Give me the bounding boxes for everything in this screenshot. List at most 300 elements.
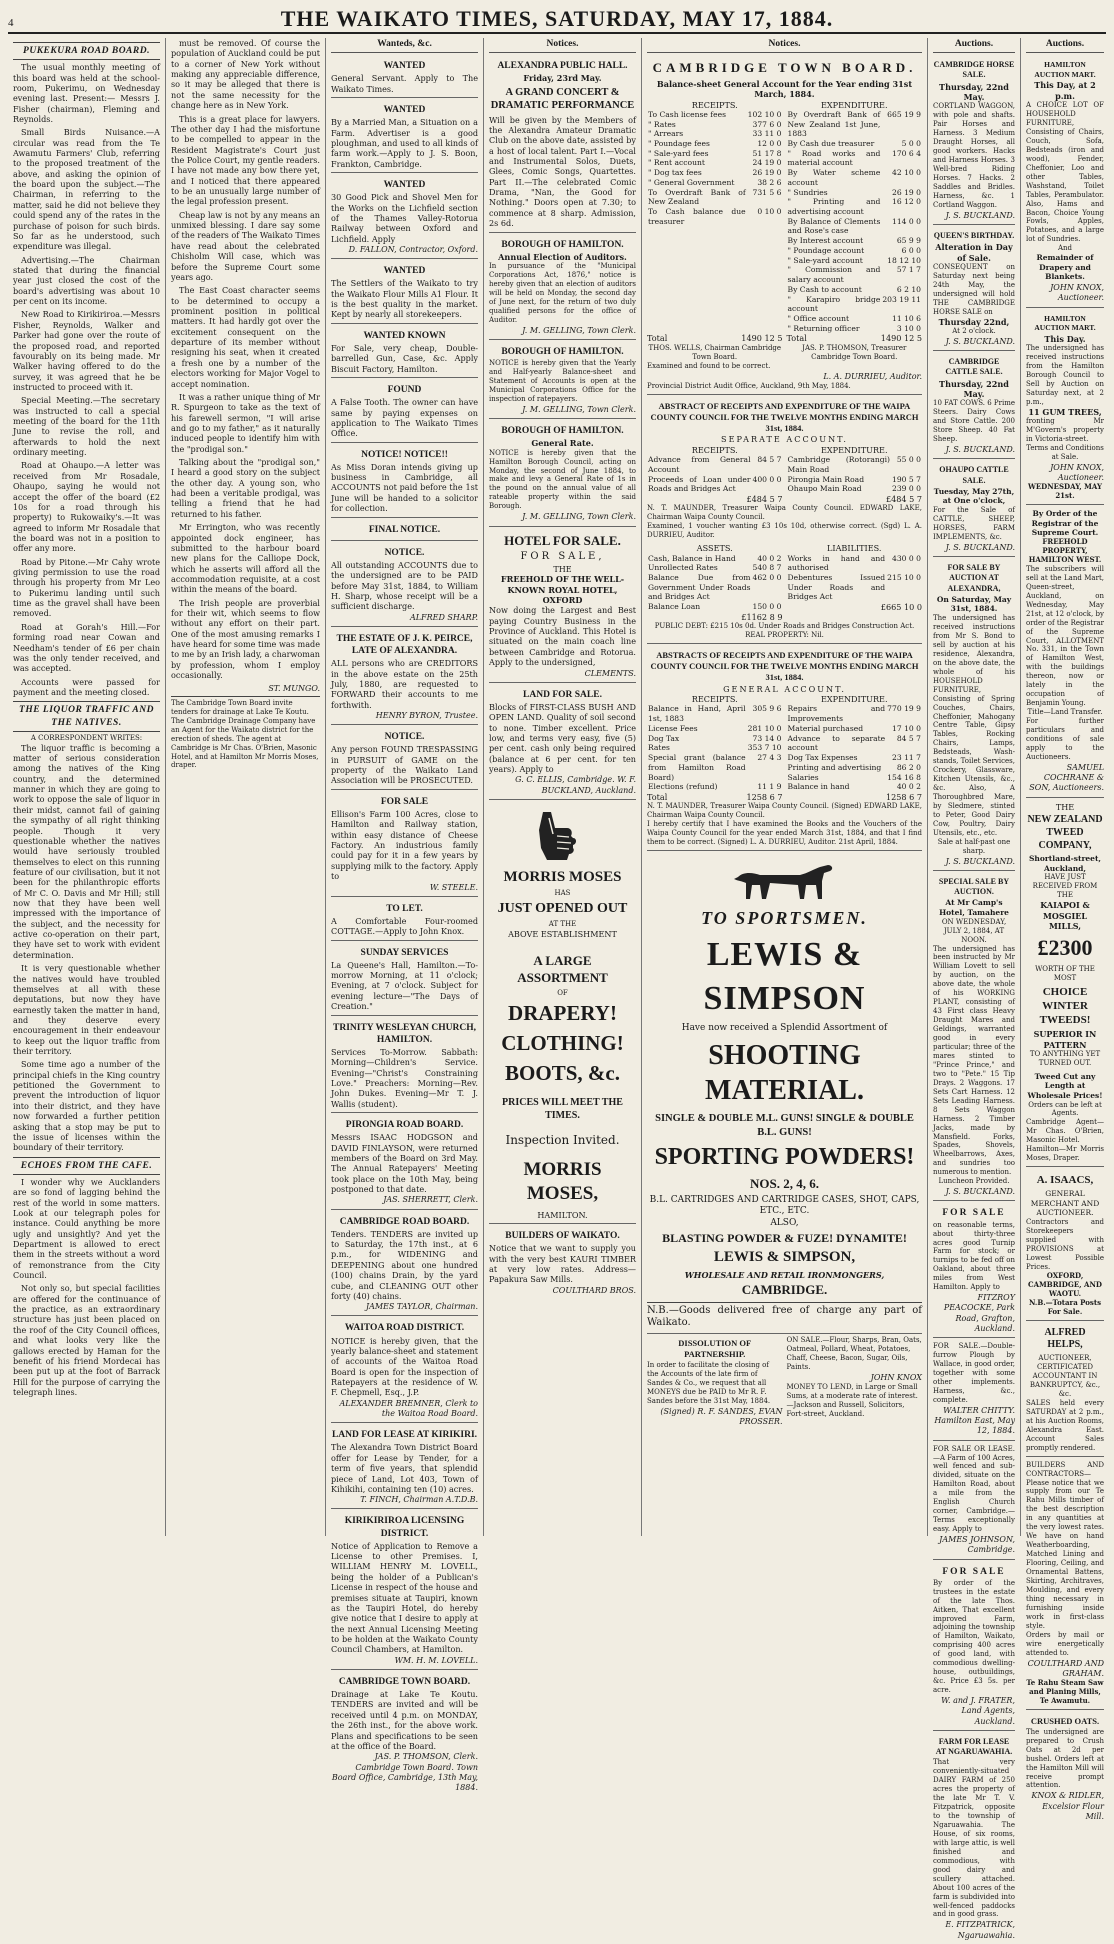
account-amount: 215 10 0 — [887, 572, 921, 582]
assets-label: ASSETS. — [696, 543, 733, 554]
account-amount: 40 0 2 — [896, 782, 921, 792]
paragraph: This is a great place for lawyers. The other day I had the misfortune to be compelled to appear in the Resident Magistrate's Court just the Police Court, my gentle readers. I have not made any bow there yet, and I noticed that there appeared to be an unusually large number of the legal profession present. — [171, 113, 320, 207]
rate-sign: J. M. GELLING, Town Clerk. — [522, 512, 636, 522]
account-amount: 462 0 0 — [752, 572, 782, 582]
ls-nos: NOS. 2, 4, 6. — [750, 1175, 819, 1191]
mm-clothing: CLOTHING! — [501, 1031, 624, 1056]
account-amount: 24 19 0 — [752, 158, 782, 168]
mm-prices: PRICES WILL MEET THE TIMES. — [502, 1097, 623, 1121]
isaacs-role: GENERAL MERCHANT AND AUCTIONEER. — [1030, 1189, 1100, 1218]
notices-heading-2: Notices. — [647, 38, 922, 53]
cattle-text: 10 FAT COWS. 6 Prime Steers. Dairy Cows and Store Cattle. 200 Store Sheep. 40 Fat Sheep. — [933, 399, 1015, 444]
classified-ad — [331, 326, 478, 378]
cam-date: Thursday, 22nd May. — [939, 81, 1009, 102]
mart-text: A CHOICE LOT OF HOUSEHOLD FURNITURE, Consisting of Chairs, Couch, Sofa, Bedsteads (iron and wood), Fender, Cheffonier, Loo and other Tables, Washstand, Toilet Tables, Perambulator. Also, Hams and Bacon, Choice Young Fowls, Apples, Potatoes, and a large lot of Sundries. — [1026, 101, 1104, 244]
helps-name: ALFRED HELPS, — [1044, 1326, 1086, 1351]
classified-ad — [331, 792, 478, 897]
account-row — [647, 110, 783, 120]
receipts-table — [647, 455, 783, 494]
cattle-date: Thursday, 22nd May. — [939, 378, 1009, 400]
account-row — [647, 782, 783, 792]
account-amount: 40 0 2 — [757, 553, 782, 563]
paragraph: The usual monthly meeting of this board was held at the school-room, Pukerimu, on Wednesday evening last. Present:— Messrs J. Fisher (chairman), Fleming and Reynolds. — [13, 62, 160, 124]
auctions-heading-2: Auctions. — [1026, 38, 1104, 53]
builders-sign: COULTHARD AND GRAHAM. — [1027, 1658, 1104, 1678]
tam-title: SPECIAL SALE BY AUCTION. — [938, 876, 1010, 897]
masthead — [8, 6, 1106, 34]
classified-ad — [331, 56, 478, 98]
hotel-title: HOTEL FOR SALE. — [504, 532, 621, 548]
mm-boots: BOOTS, &c. — [505, 1061, 620, 1086]
ad-signature: JAMES TAYLOR, Chairman. — [365, 1302, 478, 1312]
ad-signature: JAS. P. THOMSON, Clerk. Cambridge Town Board. Town Board Office, Cambridge, 13th May, 1884. — [331, 1752, 478, 1792]
ctb-title: CAMBRIDGE TOWN BOARD. — [652, 60, 917, 76]
ad-title: SUNDAY SERVICES — [360, 947, 449, 958]
mart-remainder: Remainder of Drapery and Blankets. — [1036, 253, 1094, 282]
account-row — [647, 168, 783, 178]
paragraph: I wonder why we Aucklanders are so fond of lagging behind the rest of the world in some matters. Look at our telegraph poles for instance. Could anything be more ugly and unsightly? And yet the Department is allowed to erect them in the streets without a word of remonstrance from the City Council. — [13, 1176, 160, 1281]
account-amount: 51 17 8 — [752, 148, 782, 158]
builders-title: BUILDERS OF WAIKATO. — [505, 1231, 620, 1242]
mart-and: And — [1057, 244, 1073, 253]
paragraph: It was a rather unique thing of Mr R. Spurgeon to take as the text of his farewell sermon, "I will arise and go to my father," as it naturally induced people to identify him with the "prodigal son." — [171, 391, 320, 454]
pointing-hand-icon — [533, 808, 593, 864]
ctb-office: Provincial District Audit Office, Auckland, 9th May, 1884. — [647, 381, 851, 390]
account-item: By Cash due treasurer — [787, 139, 875, 149]
morris-moses-ad — [489, 802, 636, 1224]
account-item: Advance from General Account — [648, 455, 751, 474]
ad-text: Any person FOUND TRESPASSING in PURSUIT of GAME on the property of the Waikato Land Association will be PROSECUTED. — [331, 744, 478, 786]
tam-text: The undersigned has been instructed by Mr William Lovett to sell by auction, on the above date, the whole of his WORKING PLANT, consisting of 43 First class Heavy Draught Mares and Geldings, warranted good in every particular; three of the mares stinted to "Prince Prince," and two to "Pete." 15 Tip Drays. 2 Waggons. 17 Sets Cart Harness. 12 Sets Leading Harness. 8 Sets Waggon Harness. 2 Timber Jacks, made by Mansfield. Forks, Spades, Shovels, Wheelbarrows, Axes, and sundries too numerous to mention. — [933, 944, 1015, 1177]
account-item: Balance Due from Government Under Roads and Bridges Act — [648, 572, 751, 602]
hotel-the: THE — [553, 563, 572, 574]
total-label: Total — [786, 333, 807, 344]
classified-ad — [331, 445, 478, 518]
fs2-text: FOR SALE.—Double-furrow Plough by Wallace, in good order, together with some other implements. Harness, &c., complete. — [933, 1342, 1015, 1404]
account-amount: 11 10 6 — [892, 313, 921, 323]
alter-sign: J. S. BUCKLAND. — [945, 337, 1015, 346]
waipa-general-account — [647, 646, 922, 851]
account-amount: 57 1 7 — [896, 265, 921, 275]
ad-text: The Settlers of the Waikato to try the Waikato Flour Mills A1 Flour. It is the best quality in the market. Kept by nearly all storekeepers. — [331, 278, 478, 320]
fs2-sign: WALTER CHITTY. Hamilton East, May 12, 1884. — [934, 1405, 1015, 1436]
account-amount: 170 6 4 — [892, 148, 921, 158]
expenditure-table — [787, 455, 923, 494]
liabilities-total: £665 10 0 — [880, 602, 922, 613]
account-item: Advance to separate account — [787, 733, 886, 753]
account-amount: 73 14 0 — [752, 733, 782, 743]
account-item: Elections (refund) — [648, 782, 718, 792]
account-amount: 38 2 6 — [757, 177, 782, 187]
ad-title: WANTED KNOWN — [363, 330, 446, 341]
paragraph: New Road to Kirikiriroa.—Messrs Fisher, Reynolds, Walker and Parker had gone over the route of the proposed road, and reported favourably on its being made. Mr Walker having offered to do the survey, it was agreed that he be instructed to proceed with it. — [13, 309, 160, 392]
alter-head: Alteration in Day of Sale. — [935, 242, 1013, 263]
paragraph: Special Meeting.—The secretary was instructed to call a special meeting of the board for the 11th June to revise the roll, and afterwards to hold the next ordinary meeting. — [13, 395, 160, 458]
echoes-article — [13, 1177, 160, 1398]
masthead-title: THE WAIKATO TIMES, SATURDAY, MAY 17, 1884. — [280, 6, 834, 31]
mm-name: MORRIS MOSES — [503, 868, 622, 885]
nz-addr: Shortland-street, Auckland, — [1028, 854, 1102, 873]
lease-text: FOR SALE OR LEASE.—A Farm of 100 Acres, well fenced and sub-divided, situate on the Hamilton Road, about a mile from the English Church corner, Cambridge.—Terms exceptionally easy. Apply to — [933, 1444, 1015, 1534]
ad-text: A False Tooth. The owner can have same by paying expenses on application to The Waikato Times Office. — [331, 397, 478, 439]
nz-tweed: Tweed Cut any Length at Wholesale Prices! — [1027, 1071, 1103, 1100]
classified-ad — [331, 1511, 478, 1670]
builders-ad — [489, 1226, 636, 1299]
ad-title: NOTICE! NOTICE!! — [361, 449, 448, 460]
paragraph: must be removed. Of course the population of Auckland could be put to a corner of New York without making any appreciable difference, so it may be alleged that there is not the same necessity for the change here as in New York. — [171, 38, 320, 111]
ls-name2: LEWIS & SIMPSON, — [713, 1249, 856, 1266]
ad-title: CAMBRIDGE ROAD BOARD. — [339, 1216, 470, 1227]
ad-title: WANTED — [383, 105, 426, 116]
footnote: The Cambridge Town Board invite tenders for drainage at Lake Te Koutu. The Cambridge Drainage Company have an Agent for the Waikato district for the erection of sheds. The agent at Cambridge is Mr Chas. O'Brien, Masonic Hotel, and at Hamilton Mr Morris Moses, draper. — [171, 698, 319, 770]
account-item: Dog Tax — [648, 733, 680, 743]
ctb-auditor: L. A. DURRIEU, Auditor. — [823, 371, 922, 381]
account-item: Special grant (balance from Hamilton Road Board) — [648, 753, 746, 782]
audit-notice — [489, 235, 636, 340]
mart2-date-line: WEDNESDAY, MAY 21st. — [1027, 482, 1102, 501]
account-row — [647, 129, 783, 139]
account-row — [647, 554, 783, 564]
isaacs-town: OXFORD, CAMBRIDGE, AND WAOTU. — [1028, 1270, 1102, 1298]
for-sale-3 — [933, 1562, 1015, 1731]
cambridge-horse-sale — [933, 56, 1015, 225]
account-amount: 65 9 9 — [896, 236, 921, 246]
ohaupo-title: OHAUPO CATTLE SALE. — [939, 465, 1009, 485]
mart-title: HAMILTON AUCTION MART. — [1034, 60, 1096, 79]
ad-title: CAMBRIDGE TOWN BOARD. — [338, 1676, 471, 1687]
account-row — [787, 763, 923, 773]
waipa2-title: ABSTRACTS OF RECEIPTS AND EXPENDITURE OF THE WAIPA COUNTY COUNCIL FOR THE TWELVE MONTHS ENDING MARCH 31st, 1884. — [650, 650, 919, 682]
crushed-sign: KNOX & RIDLER, Excelsior Flour Mill. — [1031, 1791, 1104, 1821]
ad-text: By a Married Man, a Situation on a Farm. Advertiser is a good ploughman, and used to all kinds of farm work.—Apply to J. S. Boon, Frankton, Cambridge. — [331, 117, 478, 169]
pukekura-heading: PUKEKURA ROAD BOARD. — [13, 42, 160, 60]
account-row — [787, 484, 923, 494]
vals-text: NOTICE is hereby given that the Yearly and Half-yearly Balance-sheet and Statement of Accounts is open at the Municipal Corporations Office for the inspection of ratepayers. — [489, 359, 636, 403]
pukekura-article — [13, 62, 160, 697]
ad-title: NOTICE. — [384, 732, 425, 743]
onsale-text: ON SALE.—Flour, Sharps, Bran, Oats, Oatmeal, Pollard, Wheat, Potatoes, Chaff, Cheese, Bacon, Sugar, Oils, Paints. — [786, 1336, 922, 1372]
account-item: To Cash license fees — [648, 109, 726, 119]
account-row — [787, 285, 923, 295]
account-item: " Commission and salary account — [787, 265, 881, 285]
ad-title: WAITOA ROAD DISTRICT. — [344, 1323, 465, 1334]
ad-text: 30 Good Pick and Shovel Men for the Works on the Lichfield section of the Thames Valley-Rotorua Railway between Oxford and Lichfield. Apply — [331, 192, 478, 244]
alex-title: FOR SALE BY AUCTION AT ALEXANDRA, — [947, 563, 1001, 593]
gen-account: GENERAL ACCOUNT. — [723, 683, 846, 694]
isaacs-name: A. ISAACS, — [1036, 1174, 1094, 1187]
hotel-text: Now doing the Largest and Best paying Country Business in the Province of Auckland. This Hotel is situated on the main coach line between Cambridge and Rotorua. Apply to the undersigned, — [489, 605, 636, 668]
account-row — [787, 324, 923, 334]
account-row — [787, 753, 923, 763]
cam-title: CAMBRIDGE HORSE SALE. — [933, 60, 1015, 80]
ad-title: TO LET. — [386, 903, 423, 914]
ad-signature: ALEXANDER BREMNER, Clerk to the Waitoa Road Board. — [339, 1398, 478, 1419]
account-item: " Karapiro bridge account — [787, 294, 881, 314]
mart2-terms: Terms and Conditions at Sale. — [1026, 443, 1104, 461]
hamilton-mart-1 — [1026, 56, 1104, 307]
classified-ad — [331, 261, 478, 324]
account-row — [787, 704, 923, 723]
hall-text: Will be given by the Members of the Alexandra Amateur Dramatic Club on the above date, assisted by a host of local talent. Part I.—Vocal and Instrumental Solos, Duets, Glees, Comic Songs, Quartettes. Part II.—The celebrated Comic Drama, "Nan, the Good for Nothing." Doors open at 7.30; to commence at 8 sharp. Admission, 2s 6d. — [489, 114, 636, 229]
land-sign: G. C. ELLIS, Cambridge. W. F. BUCKLAND, Auckland. — [515, 775, 636, 795]
account-row — [787, 188, 923, 198]
echoes-heading: ECHOES FROM THE CAFE. — [13, 1157, 160, 1175]
alex-sign: J. S. BUCKLAND. — [945, 856, 1015, 866]
classified-ad — [331, 1115, 478, 1210]
ls-blast: BLASTING POWDER & FUZE! DYNAMITE! — [662, 1231, 907, 1246]
fs1-title: FOR SALE — [942, 1208, 1006, 1219]
receipts-label: RECEIPTS. — [691, 694, 738, 705]
account-row — [787, 724, 923, 734]
total-label: Total — [647, 333, 668, 344]
builders-text: Notice that we want to supply you with the very best KAURI TIMBER at very low rates. Address—Papakura Saw Mills. — [489, 1243, 636, 1285]
registrar-sale — [1026, 507, 1104, 797]
alter-time: At 2 o'clock. — [952, 327, 996, 336]
account-item: To Cash balance due treasurer — [648, 207, 746, 226]
ad-title: LAND FOR LEASE AT KIRIKIRI. — [331, 1430, 478, 1441]
account-item: By Water scheme account — [787, 168, 881, 187]
ls-material: SHOOTING MATERIAL. — [705, 1039, 864, 1107]
ad-title: PIRONGIA ROAD BOARD. — [345, 1120, 464, 1131]
paragraph: Advertising.—The Chairman stated that during the financial year just closed the cost of the board's advertising was about 10 per cent on its income. — [13, 254, 160, 307]
account-item: " Printing and advertising account — [787, 197, 881, 217]
diss-title: DISSOLUTION OF PARTNERSHIP. — [678, 1338, 752, 1360]
nz-superior: SUPERIOR IN PATTERN — [1033, 1029, 1097, 1050]
account-item: Salaries — [787, 772, 819, 782]
isaacs-text: Contractors and Storekeepers supplied with PROVISIONS at Lowest Possible Prices. — [1026, 1218, 1104, 1271]
builders-mill: Te Rahu Steam Saw and Planing Mills, Te Awamutu. — [1026, 1678, 1104, 1705]
paragraph: Road at Gorah's Hill.—For forming road near Cowan and Needham's tender of £6 per chain was the only tender received, and was accepted. — [13, 621, 160, 674]
builders-orders: Orders by mail or wire energetically attended to. — [1026, 1630, 1104, 1657]
ad-signature: ALFRED SHARP. — [409, 612, 478, 622]
account-row — [787, 149, 923, 168]
ctb-sign-right: JAS. P. THOMSON, Treasurer Cambridge Town Board. — [802, 343, 907, 361]
tam-lunch: Luncheon Provided. — [938, 1177, 1010, 1186]
tamahere-auction — [933, 873, 1015, 1201]
account-amount: 150 0 0 — [752, 602, 782, 612]
account-amount: 665 19 9 — [887, 109, 921, 119]
ad-signature: D. FALLON, Contractor, Oxford. — [348, 244, 478, 254]
column-1 — [8, 38, 166, 1536]
total-value: 1490 12 5 — [741, 333, 783, 344]
lease-sign: JAMES JOHNSON, Cambridge. — [939, 1535, 1015, 1555]
crushed-text: The undersigned are prepared to Crush Oats at 2d per bushel. Orders left at the Hamilton Mill will receive prompt attention. — [1026, 1727, 1104, 1790]
account-amount: 84 5 7 — [896, 733, 921, 743]
mart2-gum: 11 GUM TREES, — [1028, 406, 1102, 417]
ad-title: WANTED — [383, 179, 426, 190]
paragraph: Mr Errington, who was recently appointed dock engineer, has submitted to the harbour board new plans for the Calliope Dock, which he asserts will afford all the accommodation requisite, at a cost within the means of the board. — [171, 522, 320, 595]
audit-text: In pursuance of the "Municipal Corporations Act, 1876," notice is hereby given that an election of auditors will be held on Monday, the second day of June next, for the return of two duly qualified persons for the office of Auditor. — [489, 262, 636, 324]
helps-role: AUCTIONEER, — [1038, 1354, 1092, 1363]
ad-text: Messrs ISAAC HODGSON and DAVID FINLAYSON, were returned members of the Board on 3rd May. The Annual Ratepayers' Meeting took place on the 10th May, being postponed to that date. — [331, 1132, 478, 1194]
ad-signature: JAS. SHERRETT, Clerk. — [383, 1195, 478, 1205]
account-item: Proceeds of Loan under Roads and Bridges Act — [648, 474, 751, 494]
land-sale — [489, 685, 636, 800]
assets-table — [647, 554, 783, 612]
reg-more: For further particulars and conditions of sale apply to the Auctioneers. — [1026, 717, 1104, 761]
column-8 — [1021, 38, 1109, 1821]
paragraph: Road by Pitone.—Mr Cahy wrote giving permission to use the road through his property from Mr Leo to Pukerimu landing until such time as the gravel shall have been removed. — [13, 556, 160, 619]
expenditure-label: EXPENDITURE. — [820, 99, 888, 110]
column-2 — [166, 38, 326, 1536]
account-item: Unrollected Rates — [648, 563, 718, 573]
hall-notice — [489, 56, 636, 232]
cattle-title: CAMBRIDGE CATTLE SALE. — [945, 357, 1003, 377]
paragraph: Cheap law is not by any means an unmixed blessing. I dare say some of the readers of The Waikato Times have read about the celebrated Chisholm Will case, which was before the Supreme Court some years ago. — [171, 209, 320, 282]
mart2-gum2: fronting Mr M'Govern's property in Victoria-street. — [1026, 417, 1104, 443]
account-row — [787, 455, 923, 474]
valuation-notice — [489, 342, 636, 419]
ad-title: WANTED — [383, 266, 426, 277]
classified-ad — [331, 520, 478, 541]
te-rahu-mills-ad — [1026, 1459, 1104, 1710]
waipa1-sign: N. T. MAUNDER, Treasurer Waipa County Council. EDWARD LAKE, Chairman Waipa County Council. — [647, 504, 922, 522]
rate-title: BOROUGH OF HAMILTON. — [501, 426, 624, 437]
account-item: Ohaupo Main Road — [787, 484, 862, 494]
account-amount: 16 12 0 — [892, 197, 921, 207]
sep-account: SEPARATE ACCOUNT. — [721, 434, 848, 445]
article-signature: ST. MUNGO. — [268, 683, 320, 693]
account-amount: 114 0 0 — [892, 216, 921, 226]
account-item: By Overdraft Bank of New Zealand 1st June, 1883 — [787, 109, 881, 139]
cattle-sign: J. S. BUCKLAND. — [945, 445, 1015, 455]
reg-title2: Title—Land Transfer. — [1027, 708, 1103, 717]
waipa1-exam: Examined, 1 voucher wanting £3 10s 10d, otherwise correct. (Sgd) L. A. DURRIEU, Auditor. — [647, 522, 922, 540]
ohaupo-text: For the Sale of CATTLE, SHEEP, HORSES, FARM IMPLEMENTS, &c. — [933, 506, 1015, 541]
diss-text: In order to facilitate the closing of the Accounts of the late firm of Sandes & Co., we request that all MONEYS due be PAID to Mr R. F. Sandes before the 31st May, 1884. — [647, 1360, 771, 1405]
account-row — [647, 724, 783, 734]
hamilton-mart-2 — [1026, 310, 1104, 506]
account-row — [787, 554, 923, 573]
vals-title: BOROUGH OF HAMILTON. — [501, 346, 624, 357]
cam-sign: J. S. BUCKLAND. — [945, 210, 1015, 220]
nz-agent2: Hamilton—Mr Morris Moses, Draper. — [1026, 1145, 1104, 1163]
hall-event: A GRAND CONCERT & DRAMATIC PERFORMANCE — [490, 86, 635, 112]
for-sale-2 — [933, 1340, 1015, 1440]
mm-drapery: DRAPERY! — [508, 1001, 617, 1026]
account-row — [787, 168, 923, 187]
reg-sign: SAMUEL COCHRANE & SON, Auctioneers. — [1029, 762, 1104, 793]
liabilities-label: LIABILITIES. — [827, 543, 882, 554]
mart2-date: This Day. — [1044, 333, 1086, 344]
account-item: Material purchased — [787, 723, 864, 733]
account-amount: 6 0 0 — [901, 245, 921, 255]
audit-sign: J. M. GELLING, Town Clerk. — [522, 325, 636, 335]
ad-text: Notice of Application to Remove a License to other Premises. I, WILLIAM HENRY M. LOVELL, being the holder of a Publican's License in respect of the house and premises situate at Taupiri, known as the Taupiri Hotel, do hereby give notice that I desire to apply at the next Annual Licensing Meeting to be holden at the Waikato County Council Chambers, at Hamilton. — [331, 1540, 478, 1655]
classified-ad — [331, 100, 478, 173]
account-row — [787, 139, 923, 149]
ad-title: WANTED — [383, 61, 426, 72]
notices-heading: Notices. — [489, 38, 636, 53]
account-amount: 400 0 0 — [752, 474, 782, 484]
paragraph: Road at Ohaupo.—A letter was received from Mr Rosadale, Ohaupo, saying he would not accept the offer of the board (£2 10s for a road through his property) to Rukowaiky's.—It was agreed to inform Mr Rosadale that the board was not in a position to offer any more. — [13, 460, 160, 554]
account-item: " Rent account — [648, 158, 705, 168]
account-row — [647, 743, 783, 753]
account-item: " Poundage fees — [648, 139, 710, 149]
receipts-table — [647, 704, 783, 791]
pointer-dog-icon — [730, 859, 840, 903]
ad-text: A Comfortable Four-roomed COTTAGE.—Apply to John Knox. — [331, 915, 478, 937]
hall-date: Friday, 23rd May. — [523, 73, 602, 84]
account-amount: 26 19 0 — [892, 187, 921, 197]
account-row — [787, 256, 923, 266]
ad-text: Services To-Morrow. Sabbath: Morning—Children's Service. Evening—"Christ's Constraining Love." Preachers: Morning—Rev. John Dukes. Evening—Mr T. J. Wallis (student). — [331, 1046, 478, 1109]
account-amount: 281 10 0 — [747, 723, 782, 733]
nz-name: NEW ZEALAND TWEED COMPANY, — [1027, 813, 1103, 851]
account-amount: 353 7 10 — [747, 743, 782, 753]
account-amount: 55 0 0 — [896, 455, 921, 465]
echoes-continued — [171, 38, 320, 681]
ad-text: As Miss Doran intends giving up business in Cambridge, all ACCOUNTS not paid before the 1st June will be handed to a solicitor for collection. — [331, 461, 478, 514]
expenditure-table — [787, 110, 923, 334]
account-row — [647, 207, 783, 226]
mm-of: OF — [557, 988, 568, 997]
mart-sign: JOHN KNOX, Auctioneer. — [1050, 283, 1104, 303]
nz-worth: WORTH OF THE MOST — [1035, 965, 1095, 983]
receipts-table — [647, 110, 783, 227]
account-item: " General Government — [648, 177, 735, 187]
builders-text: BUILDERS AND CONTRACTORS—Please notice that we supply from our Te Rahu Mills timber of the best description in any quantities at the very lowest rates. We have on hand Weatherboarding, Matched Lining and Flooring, Ceiling, and Ornamental Battens, Skirting, Architraves, Moulding, and every thing necessary in furnishing inside work in first-class style. — [1026, 1460, 1104, 1630]
helps-cert: CERTIFICATED ACCOUNTANT IN BANKRUPTCY, &c., &c. — [1029, 1363, 1101, 1398]
column-7 — [928, 38, 1021, 1940]
account-amount: 377 6 0 — [752, 119, 782, 129]
account-item: " Sundries — [787, 187, 828, 197]
account-item: Cash, Balance in Hand — [648, 553, 736, 563]
account-amount: 540 8 7 — [752, 563, 782, 573]
hotel-sale — [489, 529, 636, 683]
account-row — [787, 246, 923, 256]
ad-signature: HENRY BYRON, Trustee. — [375, 711, 478, 720]
classified-ad — [331, 175, 478, 259]
paragraph: The liquor traffic is becoming a matter of serious consideration among the natives of the King country, and the determined manner in which they are going to work to oppose the sale of liquor in their midst, cannot fail of gaining the sympathy of all right thinking people. Though it very questionable whether the natives would have seriously troubled themselves to elect on this running feature of our civilisation, but it not been for the philanthropic efforts of Mr C. O. Davis and Mr Hill; still now that they have been well impressed with the importance of the subject, and the necessity for active co-operation on their part, they have set to work with evident determination. — [13, 742, 160, 960]
land-text: Blocks of FIRST-CLASS BUSH AND OPEN LAND. Quality of soil second to none. Timber excellent. Price low, and terms very easy, five (5) per cent. cash only being required (balance at 6 per cent. for ten years). Apply to — [489, 701, 636, 775]
ad-text: Tenders. TENDERS are invited up to Saturday, the 17th inst., at 6 p.m., for WIDENING and DEEPENING about one hundred (100) chains Drain, by the yard cube, and CLEANING OUT other forty (40) chains. — [331, 1228, 478, 1301]
helps-ad — [1026, 1323, 1104, 1457]
account-row — [787, 110, 923, 139]
account-item: " Sale-yard fees — [648, 148, 709, 158]
mm-has: HAS — [554, 889, 571, 898]
account-item: Printing and advertising — [787, 762, 882, 772]
classified-ad — [331, 943, 478, 1016]
ls-town: CAMBRIDGE. — [741, 1281, 828, 1297]
classified-ad — [331, 1318, 478, 1423]
account-item: Cambridge (Rotorangi) Main Road — [787, 455, 890, 474]
account-item: By Balance of Clements and Rose's case — [787, 216, 881, 236]
waipa1-total: £484 5 7 — [746, 494, 783, 505]
nz-tweed-ad — [1026, 800, 1104, 1168]
hotel-name: FREEHOLD OF THE WELL-KNOWN ROYAL HOTEL, OXFORD — [500, 574, 625, 605]
column-3 — [326, 38, 484, 1792]
onsale-sign: JOHN KNOX — [870, 1373, 922, 1382]
account-row — [647, 573, 783, 602]
nz-the: THE — [1055, 801, 1075, 812]
account-item: " Rates — [648, 119, 676, 129]
reg-sub: FREEHOLD PROPERTY, HAMILTON WEST. — [1028, 537, 1102, 564]
reg-title: By Order of the Registrar of the Supreme Court. — [1031, 509, 1099, 538]
ls-sub: Have now received a Splendid Assortment of — [681, 1023, 888, 1034]
page-number: 4 — [8, 17, 14, 29]
account-row — [787, 265, 923, 284]
ad-title: NOTICE. — [384, 547, 425, 558]
money-text: MONEY TO LEND, in Large or Small Sums, at a moderate rate of interest.—Jackson and Russell, Solicitors, Fort-street, Auckland. — [786, 1383, 918, 1419]
crushed-title: CRUSHED OATS. — [1030, 1715, 1100, 1726]
fs3-sign: W. and J. FRATER, Land Agents, Auckland. — [941, 1696, 1015, 1726]
account-row — [647, 178, 783, 188]
ad-title: THE ESTATE OF J. K. PEIRCE, LATE OF ALEXANDRA. — [336, 633, 473, 657]
mart2-text: The undersigned has received instructions from the Hamilton Borough Council to Sell by Auction on Saturday next, at 2 p.m., — [1026, 344, 1104, 406]
account-row — [787, 197, 923, 216]
account-item: Works in hand and authorised — [787, 553, 886, 573]
